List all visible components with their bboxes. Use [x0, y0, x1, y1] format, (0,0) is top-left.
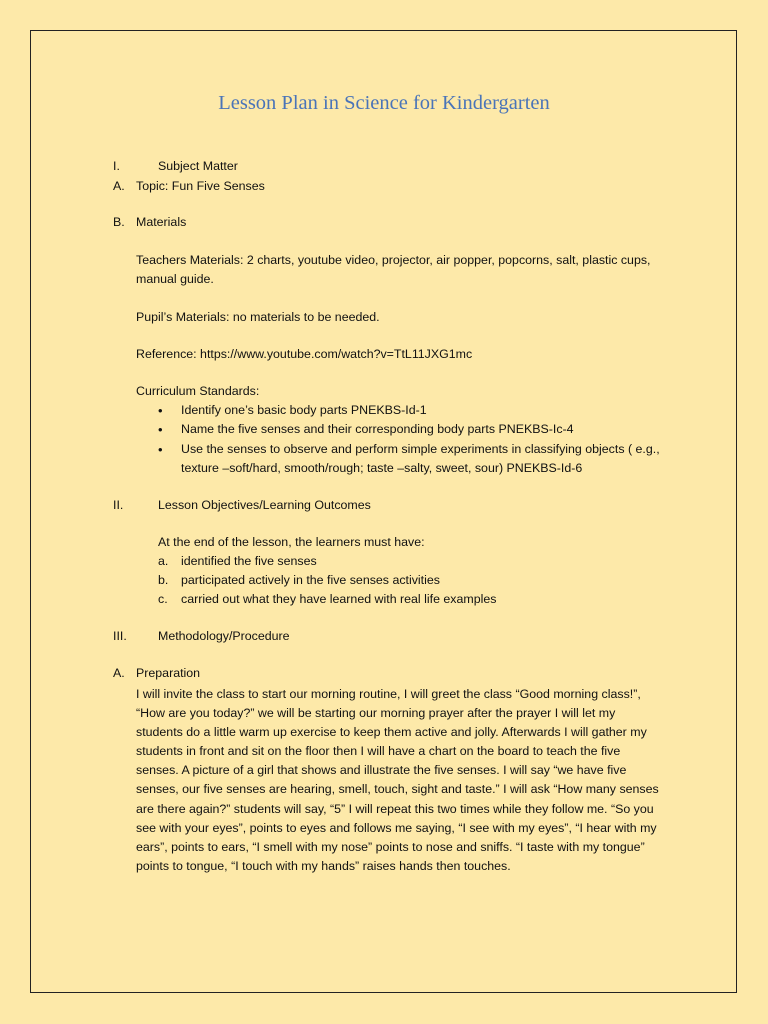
paragraph-line: senses. A picture of a girl that shows and illustrate the five senses. I will say “we have five — [136, 763, 627, 778]
paragraph-line: I will invite the class to start our morning routine, I will greet the class “Good morning class!”, — [136, 687, 641, 701]
section-2-number: II. — [113, 498, 124, 512]
teachers-materials-line-2: manual guide. — [136, 272, 214, 286]
paragraph-line: “How are you today?” we will be starting our morning prayer after the prayer I will let my — [136, 706, 616, 721]
bullet-icon: • — [158, 442, 163, 457]
topic-letter: A. — [113, 179, 125, 193]
section-3-heading: Methodology/Procedure — [158, 629, 290, 643]
preparation-letter: A. — [113, 666, 125, 680]
topic-text: Topic: Fun Five Senses — [136, 179, 265, 193]
objectives-intro: At the end of the lesson, the learners must have: — [158, 535, 425, 549]
paragraph-line: senses, our five senses are hearing, smell, touch, sight and taste.” I will ask “How many senses — [136, 782, 659, 797]
objective-item: participated actively in the five senses activities — [181, 573, 440, 587]
objective-item: carried out what they have learned with real life examples — [181, 592, 497, 606]
section-1-number: I. — [113, 159, 120, 173]
teachers-materials-line-1: Teachers Materials: 2 charts, youtube video, projector, air popper, popcorns, salt, plastic cups, — [136, 253, 651, 267]
materials-letter: B. — [113, 215, 125, 229]
standard-item: Identify one’s basic body parts PNEKBS-Id-1 — [181, 403, 427, 417]
paragraph-line: are there again?” students will say, “5” I will repeat this two times while they follow me. “So you — [136, 801, 654, 816]
preparation-paragraph — [136, 685, 676, 876]
objective-letter: c. — [158, 592, 168, 606]
paragraph-line: points to tongue, “I touch with my hands” raises hands then touches. — [136, 858, 511, 873]
paragraph-line: students in front and sit on the floor then I will have a chart on the board to teach the five — [136, 744, 621, 759]
objective-item: identified the five senses — [181, 554, 317, 568]
standard-item: Use the senses to observe and perform simple experiments in classifying objects ( e.g., — [181, 442, 660, 456]
standard-item: Name the five senses and their corresponding body parts PNEKBS-Ic-4 — [181, 422, 574, 436]
paragraph-line: ears”, points to ears, “I smell with my nose” points to nose and sniffs. “I taste with my tongue” — [136, 839, 645, 854]
curriculum-standards-heading: Curriculum Standards: — [136, 384, 260, 398]
objective-letter: a. — [158, 554, 169, 568]
materials-heading: Materials — [136, 215, 187, 229]
objective-letter: b. — [158, 573, 169, 587]
paragraph-line: students do a little warm up exercise to keep them active and jolly. Afterwards I will gather my — [136, 725, 647, 740]
standard-item-continued: texture –soft/hard, smooth/rough; taste –salty, sweet, sour) PNEKBS-Id-6 — [181, 461, 583, 475]
section-2-heading: Lesson Objectives/Learning Outcomes — [158, 498, 371, 512]
section-1-heading: Subject Matter — [158, 159, 238, 173]
reference: Reference: https://www.youtube.com/watch?v=TtL11JXG1mc — [136, 347, 473, 361]
pupils-materials: Pupil’s Materials: no materials to be needed. — [136, 310, 380, 324]
paragraph-line: see with your eyes”, points to eyes and follows me saying, “I see with my eyes”, “I hear with my — [136, 820, 657, 835]
bullet-icon: • — [158, 403, 163, 418]
document-title: Lesson Plan in Science for Kindergarten — [218, 92, 550, 114]
section-3-number: III. — [113, 629, 127, 643]
preparation-heading: Preparation — [136, 666, 201, 680]
bullet-icon: • — [158, 422, 163, 437]
